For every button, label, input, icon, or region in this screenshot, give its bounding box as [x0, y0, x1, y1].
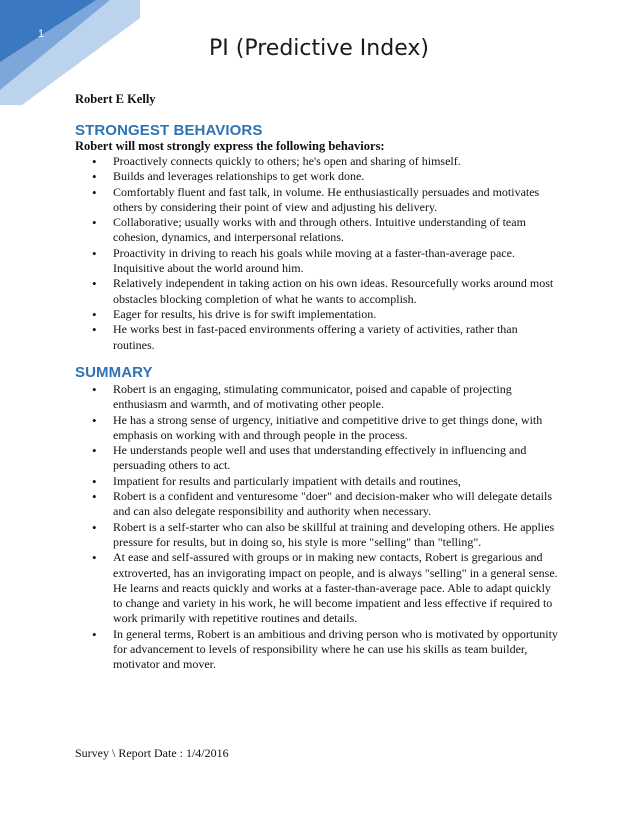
list-item: • In general terms, Robert is an ambitious and driving person who is motivated by opportunity for advancement to levels of responsibility where he can use his skills as team builder, motivator and mover. — [92, 627, 562, 673]
strongest-behaviors-heading: STRONGEST BEHAVIORS — [75, 122, 263, 139]
list-item: • Impatient for results and particularly impatient with details and routines, — [92, 474, 562, 489]
person-name: Robert E Kelly — [75, 92, 156, 106]
list-item: • Comfortably fluent and fast talk, in volume. He enthusiastically persuades and motivates others by considering their point of view and adjusting his delivery. — [92, 185, 562, 216]
list-item: • Robert is a confident and venturesome "doer" and decision-maker who will delegate details and can also delegate responsibility and authority when necessary. — [92, 489, 562, 520]
list-item: • Proactivity in driving to reach his goals while moving at a faster-than-average pace. Inquisitive about the world around him. — [92, 246, 562, 277]
summary-heading: SUMMARY — [75, 364, 153, 381]
list-item: • Collaborative; usually works with and through others. Intuitive understanding of team cohesion, dynamics, and interpersonal relations. — [92, 215, 562, 246]
list-item: • At ease and self-assured with groups or in making new contacts, Robert is gregarious and extroverted, has an invigorating impact on people, and is always "selling" in a general sense. He learns and reacts quickly and works at a faster-than-average pace. Able to adapt quickly to change and variety in his work, he will become impatient and less effective if required to work primarily with repetitive routines and details. — [92, 550, 562, 626]
strongest-behaviors-intro: Robert will most strongly express the following behaviors: — [75, 139, 385, 153]
page-number: 1 — [38, 28, 45, 40]
list-item: • Builds and leverages relationships to get work done. — [92, 169, 562, 184]
list-item: • He works best in fast-paced environments offering a variety of activities, rather than routines. — [92, 322, 562, 353]
summary-list — [92, 382, 562, 673]
list-item: • Eager for results, his drive is for swift implementation. — [92, 307, 562, 322]
report-date-footer: Survey \ Report Date : 1/4/2016 — [75, 746, 229, 760]
list-item: • Robert is an engaging, stimulating communicator, poised and capable of projecting enthusiasm and warmth, and of motivating other people. — [92, 382, 562, 413]
list-item: • He understands people well and uses that understanding effectively in influencing and persuading others to act. — [92, 443, 562, 474]
list-item: • He has a strong sense of urgency, initiative and competitive drive to get things done, with emphasis on working with and through people in the process. — [92, 413, 562, 444]
list-item: • Relatively independent in taking action on his own ideas. Resourcefully works around most obstacles blocking completion of what he wants to accomplish. — [92, 276, 562, 307]
document-title: PI (Predictive Index) — [209, 36, 429, 61]
strongest-behaviors-list — [92, 154, 562, 353]
list-item: • Proactively connects quickly to others; he's open and sharing of himself. — [92, 154, 562, 169]
list-item: • Robert is a self-starter who can also be skillful at training and developing others. He applies pressure for results, but in doing so, his style is more "selling" than "telling". — [92, 520, 562, 551]
